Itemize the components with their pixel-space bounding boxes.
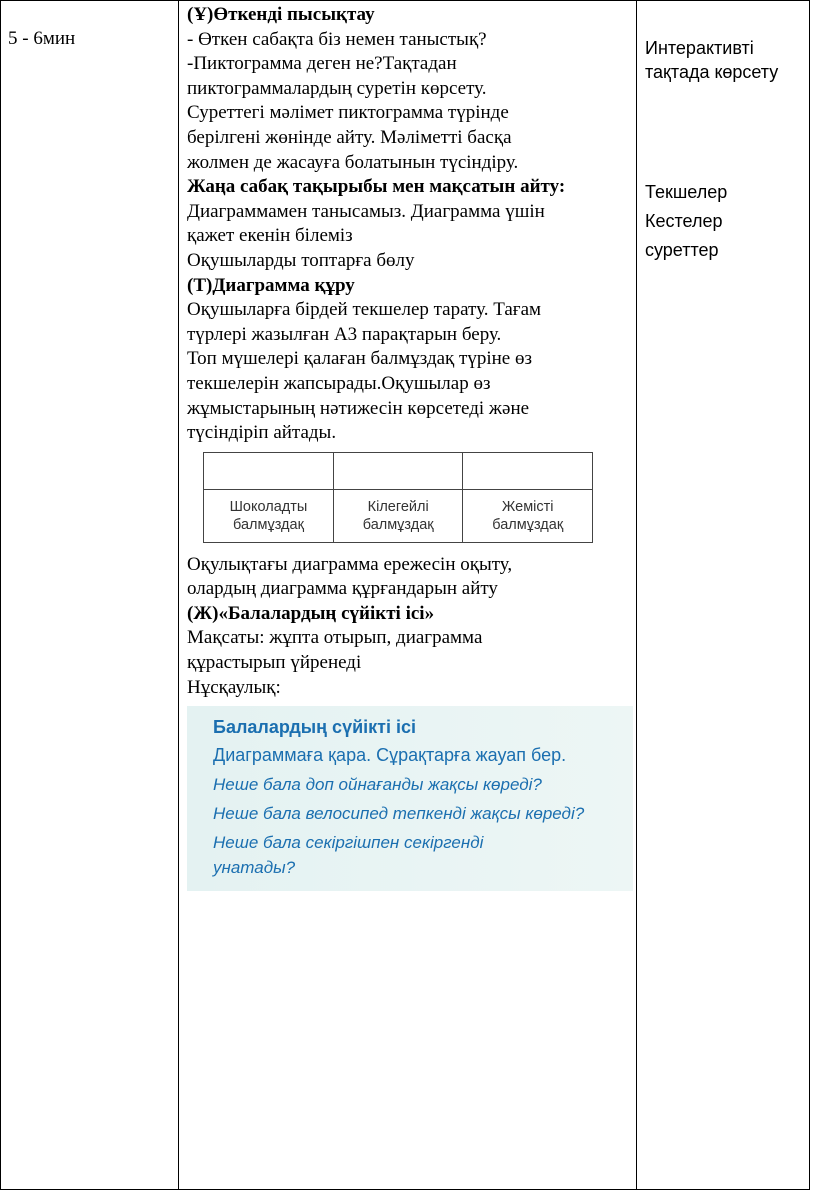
task-question: Неше бала велосипед тепкенді жақсы көреді? — [213, 804, 585, 824]
text-line: олардың диаграмма құрғандарын айту — [187, 578, 498, 600]
text-line: Диаграммамен танысамыз. Диаграмма үшін — [187, 200, 545, 222]
cell-label: Шоколадты — [229, 498, 308, 515]
section-title: (Ұ)Өткенді пысықтау — [187, 4, 375, 25]
text-line: жұмыстарының нәтижесін көрсетеді және — [187, 397, 530, 419]
column-divider — [636, 0, 637, 1190]
task-question: унатады? — [213, 858, 296, 878]
text-line: қажет екенін білеміз — [187, 225, 353, 247]
resource-line: Текшелер — [645, 182, 728, 202]
cell-label: Жемісті — [501, 498, 554, 515]
text-line: Топ мүшелері қалаған балмұздақ түріне өз — [187, 348, 532, 370]
cell-label: балмұздақ — [233, 516, 304, 533]
ice-cream-table — [203, 452, 593, 543]
text-line: Оқушыларға бірдей текшелер тарату. Тағам — [187, 299, 542, 321]
text-line: - Өткен сабақта біз немен таныстық? — [187, 28, 487, 50]
task-title: Балалардың сүйікті ісі — [213, 717, 416, 738]
cell-label: Кілегейлі — [367, 498, 429, 515]
task-instruction: Диаграммаға қара. Сұрақтарға жауап бер. — [213, 745, 567, 766]
task-image — [187, 706, 633, 891]
content-cell — [187, 3, 635, 891]
task-question: Неше бала доп ойнағанды жақсы көреді? — [213, 775, 542, 795]
table-cell — [204, 452, 334, 489]
text-line: құрастырып үйренеді — [187, 652, 362, 674]
section-title: (Ж)«Балалардың сүйікті ісі» — [187, 602, 435, 624]
table-cell — [204, 489, 334, 542]
text-line: Оқушыларды топтарға бөлу — [187, 249, 415, 271]
time-cell: 5 - 6мин — [8, 28, 76, 49]
section-title: Жаңа сабақ тақырыбы мен мақсатын айту: — [187, 176, 566, 198]
resource-line: Интерактивті — [645, 38, 754, 58]
text-line: Мақсаты: жұпта отырып, диаграмма — [187, 627, 483, 649]
resources-cell — [645, 36, 805, 84]
resource-line: тақтада көрсету — [645, 62, 779, 82]
task-question: Неше бала секіргішпен секіргенді — [213, 833, 484, 853]
text-line: -Пиктограмма деген не?Тақтадан — [187, 53, 457, 75]
resource-line: Кестелер — [645, 211, 723, 231]
text-line: түрлері жазылған А3 парақтарын беру. — [187, 323, 502, 345]
cell-label: балмұздақ — [492, 516, 564, 533]
text-line: жолмен де жасауға болатынын түсіндіру. — [187, 151, 519, 173]
text-line: текшелерін жапсырады.Оқушылар өз — [187, 372, 491, 394]
cell-label: балмұздақ — [362, 516, 434, 533]
table-cell — [333, 489, 463, 542]
table-cell — [463, 452, 593, 489]
column-divider — [178, 0, 179, 1190]
text-line: берілгені жөнінде айту. Мәліметті басқа — [187, 126, 512, 148]
table-cell — [463, 489, 593, 542]
text-line: пиктограммалардың суретін көрсету. — [187, 77, 487, 99]
text-line: Нұсқаулық: — [187, 676, 281, 698]
table-cell — [333, 452, 463, 489]
text-line: Оқулықтағы диаграмма ережесін оқыту, — [187, 553, 513, 575]
text-line: түсіндіріп айтады. — [187, 422, 337, 444]
text-line: Суреттегі мәлімет пиктограмма түрінде — [187, 102, 509, 124]
resource-line: суреттер — [645, 240, 719, 260]
resources-cell — [645, 178, 805, 265]
section-title: (Т)Диаграмма құру — [187, 274, 355, 296]
